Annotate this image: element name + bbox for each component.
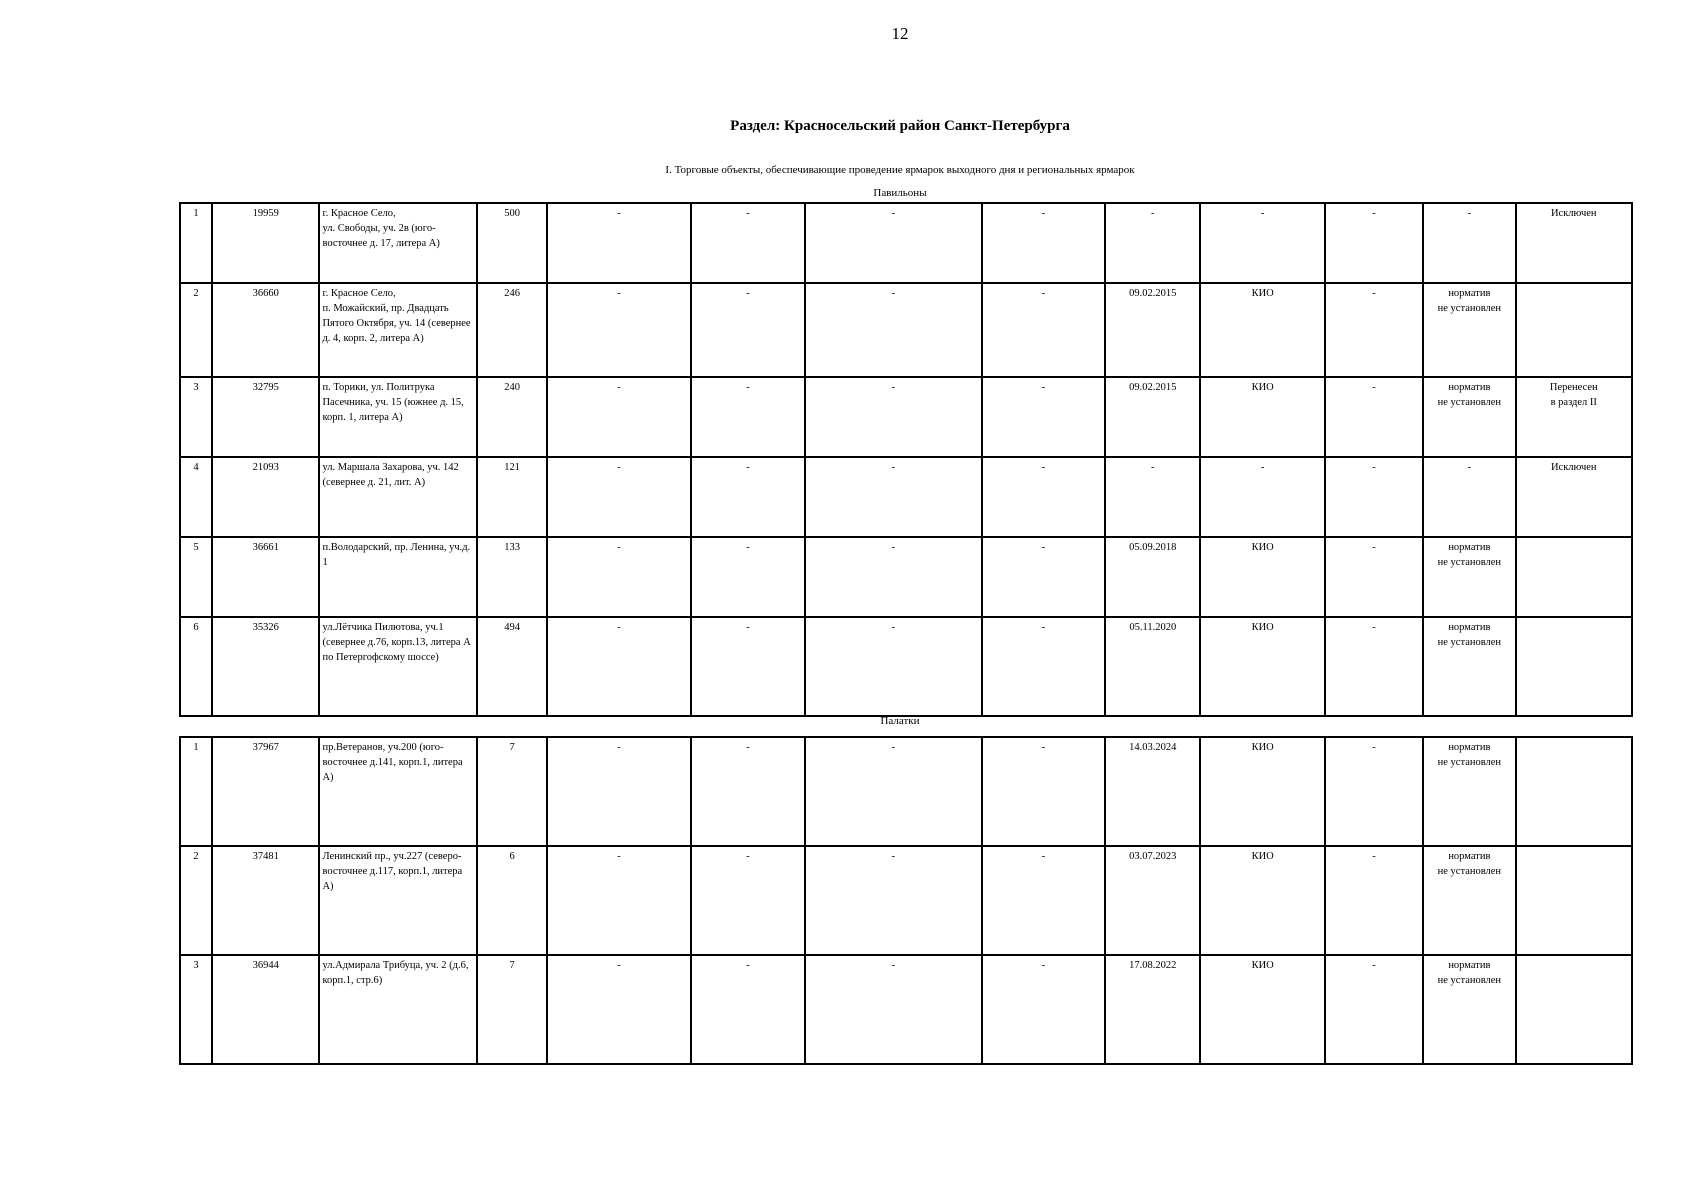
table-pavilions — [179, 202, 1633, 717]
cell-row-number: 2 — [180, 846, 212, 955]
cell-col-5: - — [547, 377, 690, 457]
cell-area: 246 — [477, 283, 547, 377]
cell-col-5: - — [547, 955, 690, 1064]
cell-col-11: - — [1325, 283, 1423, 377]
cell-address: п.Володарский, пр. Ленина, уч.д. 1 — [319, 537, 477, 617]
cell-address: Ленинский пр., уч.227 (северо-восточнее д.117, корп.1, литера А) — [319, 846, 477, 955]
cell-object-id: 32795 — [212, 377, 319, 457]
cell-date: 09.02.2015 — [1105, 283, 1200, 377]
cell-col-7: - — [805, 955, 982, 1064]
cell-col-7: - — [805, 537, 982, 617]
cell-col-7: - — [805, 283, 982, 377]
cell-organization: КИО — [1200, 377, 1324, 457]
cell-area: 7 — [477, 955, 547, 1064]
table-row — [180, 737, 1632, 846]
cell-col-8: - — [982, 537, 1105, 617]
cell-col-8: - — [982, 283, 1105, 377]
cell-note — [1516, 617, 1632, 716]
cell-address: ул. Маршала Захарова, уч. 142 (севернее д. 21, лит. А) — [319, 457, 477, 537]
table-row — [180, 846, 1632, 955]
cell-col-5: - — [547, 617, 690, 716]
cell-col-11: - — [1325, 737, 1423, 846]
cell-col-6: - — [691, 537, 805, 617]
cell-object-id: 21093 — [212, 457, 319, 537]
cell-col-7: - — [805, 377, 982, 457]
cell-area: 121 — [477, 457, 547, 537]
cell-col-5: - — [547, 737, 690, 846]
cell-date: 14.03.2024 — [1105, 737, 1200, 846]
table-row — [180, 203, 1632, 283]
cell-norm: норматив не установлен — [1423, 283, 1515, 377]
cell-note — [1516, 737, 1632, 846]
cell-col-11: - — [1325, 457, 1423, 537]
cell-col-8: - — [982, 377, 1105, 457]
cell-col-11: - — [1325, 537, 1423, 617]
cell-organization: - — [1200, 203, 1324, 283]
cell-norm: норматив не установлен — [1423, 617, 1515, 716]
cell-col-8: - — [982, 737, 1105, 846]
cell-col-6: - — [691, 457, 805, 537]
cell-note — [1516, 846, 1632, 955]
cell-row-number: 3 — [180, 377, 212, 457]
cell-date: - — [1105, 457, 1200, 537]
cell-address: п. Торики, ул. Политрука Пасечника, уч. 15 (южнее д. 15, корп. 1, литера А) — [319, 377, 477, 457]
cell-col-6: - — [691, 203, 805, 283]
cell-col-8: - — [982, 457, 1105, 537]
table-row — [180, 955, 1632, 1064]
cell-organization: КИО — [1200, 617, 1324, 716]
cell-object-id: 37481 — [212, 846, 319, 955]
cell-area: 494 — [477, 617, 547, 716]
cell-norm: норматив не установлен — [1423, 846, 1515, 955]
cell-organization: - — [1200, 457, 1324, 537]
cell-col-5: - — [547, 283, 690, 377]
section-title: Раздел: Красносельский район Санкт-Петербурга — [730, 118, 1070, 134]
cell-col-6: - — [691, 846, 805, 955]
cell-col-5: - — [547, 457, 690, 537]
cell-organization: КИО — [1200, 537, 1324, 617]
cell-norm: - — [1423, 203, 1515, 283]
cell-row-number: 3 — [180, 955, 212, 1064]
cell-col-11: - — [1325, 955, 1423, 1064]
cell-norm: норматив не установлен — [1423, 955, 1515, 1064]
cell-col-8: - — [982, 955, 1105, 1064]
cell-row-number: 1 — [180, 203, 212, 283]
cell-date: 05.11.2020 — [1105, 617, 1200, 716]
cell-object-id: 19959 — [212, 203, 319, 283]
cell-col-11: - — [1325, 203, 1423, 283]
cell-note: Перенесен в раздел II — [1516, 377, 1632, 457]
cell-organization: КИО — [1200, 737, 1324, 846]
cell-col-7: - — [805, 617, 982, 716]
table-row — [180, 457, 1632, 537]
table-row — [180, 537, 1632, 617]
cell-col-5: - — [547, 537, 690, 617]
cell-col-11: - — [1325, 617, 1423, 716]
cell-organization: КИО — [1200, 283, 1324, 377]
cell-date: 05.09.2018 — [1105, 537, 1200, 617]
cell-col-6: - — [691, 283, 805, 377]
cell-col-5: - — [547, 846, 690, 955]
cell-col-11: - — [1325, 846, 1423, 955]
table-tents — [179, 736, 1633, 1065]
table-row — [180, 617, 1632, 716]
cell-date: - — [1105, 203, 1200, 283]
cell-col-11: - — [1325, 377, 1423, 457]
cell-address: пр.Ветеранов, уч.200 (юго-восточнее д.141, корп.1, литера А) — [319, 737, 477, 846]
cell-object-id: 37967 — [212, 737, 319, 846]
cell-object-id: 36661 — [212, 537, 319, 617]
cell-address: ул.Лётчика Пилютова, уч.1 (севернее д.76, корп.13, литера А по Петергофскому шоссе) — [319, 617, 477, 716]
cell-col-6: - — [691, 617, 805, 716]
cell-organization: КИО — [1200, 846, 1324, 955]
cell-row-number: 1 — [180, 737, 212, 846]
cell-area: 133 — [477, 537, 547, 617]
cell-row-number: 2 — [180, 283, 212, 377]
cell-col-6: - — [691, 737, 805, 846]
table-row — [180, 377, 1632, 457]
cell-norm: - — [1423, 457, 1515, 537]
cell-address: ул.Адмирала Трибуца, уч. 2 (д.6, корп.1, стр.6) — [319, 955, 477, 1064]
cell-note: Исключен — [1516, 203, 1632, 283]
section-subtitle: I. Торговые объекты, обеспечивающие проведение ярмарок выходного дня и региональных ярмарок — [665, 164, 1135, 176]
cell-date: 17.08.2022 — [1105, 955, 1200, 1064]
cell-col-7: - — [805, 457, 982, 537]
cell-area: 500 — [477, 203, 547, 283]
cell-col-6: - — [691, 377, 805, 457]
cell-norm: норматив не установлен — [1423, 377, 1515, 457]
cell-area: 7 — [477, 737, 547, 846]
cell-object-id: 36660 — [212, 283, 319, 377]
page-number: 12 — [891, 24, 909, 43]
table-row — [180, 283, 1632, 377]
cell-col-8: - — [982, 846, 1105, 955]
cell-address: г. Красное Село, п. Можайский, пр. Двадцать Пятого Октября, уч. 14 (севернее д. 4, корп. 2, литера А) — [319, 283, 477, 377]
cell-object-id: 35326 — [212, 617, 319, 716]
cell-area: 6 — [477, 846, 547, 955]
cell-col-6: - — [691, 955, 805, 1064]
cell-object-id: 36944 — [212, 955, 319, 1064]
cell-address: г. Красное Село, ул. Свободы, уч. 2в (юго-восточнее д. 17, литера А) — [319, 203, 477, 283]
group-label-tents: Палатки — [880, 715, 920, 727]
cell-col-7: - — [805, 846, 982, 955]
cell-col-7: - — [805, 203, 982, 283]
cell-row-number: 5 — [180, 537, 212, 617]
cell-date: 03.07.2023 — [1105, 846, 1200, 955]
cell-note — [1516, 537, 1632, 617]
cell-note — [1516, 955, 1632, 1064]
cell-note: Исключен — [1516, 457, 1632, 537]
table-body — [180, 737, 1632, 1064]
cell-norm: норматив не установлен — [1423, 737, 1515, 846]
group-label-pavilions: Павильоны — [873, 187, 927, 199]
cell-row-number: 6 — [180, 617, 212, 716]
cell-note — [1516, 283, 1632, 377]
cell-organization: КИО — [1200, 955, 1324, 1064]
cell-date: 09.02.2015 — [1105, 377, 1200, 457]
cell-col-5: - — [547, 203, 690, 283]
cell-col-8: - — [982, 617, 1105, 716]
cell-col-8: - — [982, 203, 1105, 283]
cell-row-number: 4 — [180, 457, 212, 537]
cell-area: 240 — [477, 377, 547, 457]
table-body — [180, 203, 1632, 716]
cell-norm: норматив не установлен — [1423, 537, 1515, 617]
cell-col-7: - — [805, 737, 982, 846]
